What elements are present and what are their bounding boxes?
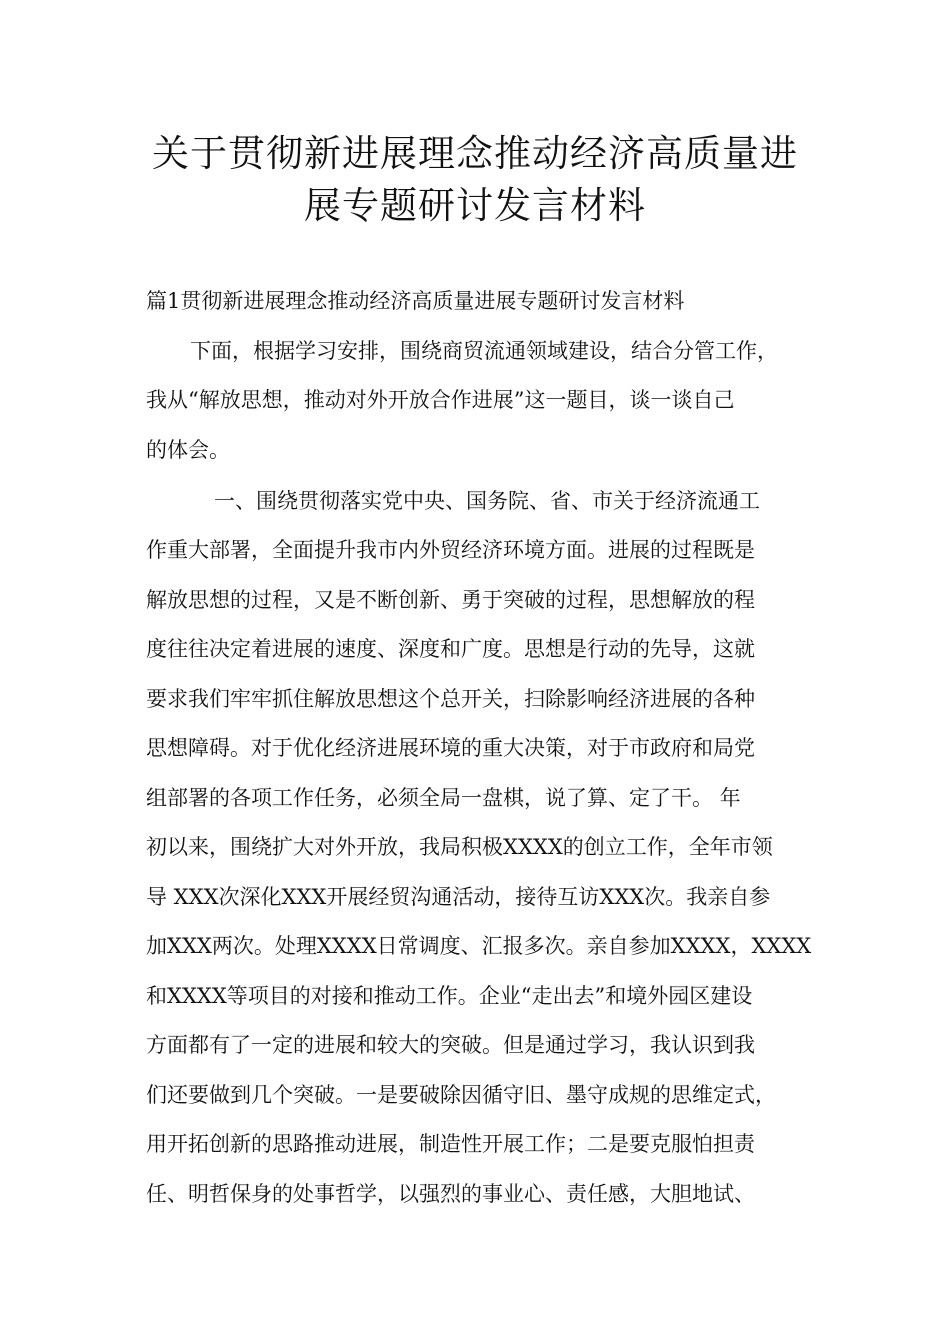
body-line: 用开拓创新的思路推动进展，制造性开展工作；二是要克服怕担责 bbox=[146, 1132, 755, 1156]
body-line: 的体会。 bbox=[146, 438, 230, 462]
document-title-line-2: 展专题研讨发言材料 bbox=[304, 184, 646, 227]
body-line: 们还要做到几个突破。一是要破除因循守旧、墨守成规的思维定式， bbox=[146, 1083, 776, 1107]
body-line: 解放思想的过程，又是不断创新、勇于突破的过程，思想解放的程 bbox=[146, 588, 755, 612]
body-line: 初以来，围绕扩大对外开放，我局积极XXXX的创立工作，全年市领 bbox=[146, 835, 773, 859]
body-line: 要求我们牢牢抓住解放思想这个总开关，扫除影响经济进展的各种 bbox=[146, 687, 755, 711]
document-title-line-1: 关于贯彻新进展理念推动经济高质量进 bbox=[152, 132, 798, 175]
body-line: 一、围绕贯彻落实党中央、国务院、省、市关于经济流通工 bbox=[214, 489, 760, 513]
section-heading: 篇1贯彻新进展理念推动经济高质量进展专题研讨发言材料 bbox=[146, 289, 685, 313]
body-line: 思想障碍。对于优化经济进展环境的重大决策，对于市政府和局党 bbox=[146, 736, 755, 760]
body-line: 加XXX两次。处理XXXX日常调度、汇报多次。亲自参加XXXX，XXXX bbox=[146, 934, 812, 958]
body-line: 组部署的各项工作任务，必须全局一盘棋，说了算、定了干。 年 bbox=[146, 786, 741, 810]
body-line: 下面，根据学习安排，围绕商贸流通领域建设，结合分管工作， bbox=[190, 339, 778, 363]
body-line: 任、明哲保身的处事哲学，以强烈的事业心、责任感，大胆地试、 bbox=[146, 1182, 755, 1206]
body-line: 导 XXX次深化XXX开展经贸沟通活动，接待互访XXX次。我亲自参 bbox=[146, 885, 771, 909]
body-line: 方面都有了一定的进展和较大的突破。但是通过学习，我认识到我 bbox=[146, 1033, 755, 1057]
body-line: 作重大部署，全面提升我市内外贸经济环境方面。进展的过程既是 bbox=[146, 538, 755, 562]
body-line: 和XXXX等项目的对接和推动工作。企业“走出去”和境外园区建设 bbox=[146, 984, 753, 1008]
body-line: 我从“解放思想，推动对外开放合作进展”这一题目，谈一谈自己 bbox=[146, 388, 735, 412]
body-line: 度往往决定着进展的速度、深度和广度。思想是行动的先导，这就 bbox=[146, 637, 755, 661]
